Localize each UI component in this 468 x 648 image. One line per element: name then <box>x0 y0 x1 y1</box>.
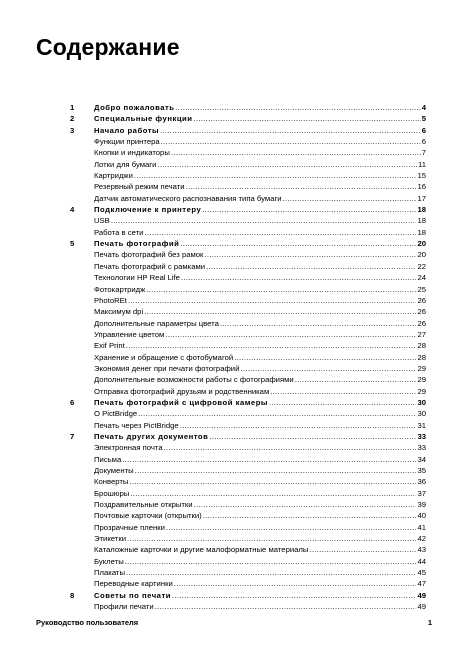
toc-page-number: 41 <box>417 522 426 532</box>
toc-entry-title: Брошюры <box>94 488 130 498</box>
dot-leader <box>135 465 417 476</box>
toc-entry-title: Конверты <box>94 477 129 487</box>
toc-page-number: 33 <box>417 431 426 441</box>
toc-entry-row[interactable] <box>70 454 426 465</box>
dot-leader <box>128 295 417 306</box>
dot-leader <box>127 533 416 544</box>
toc-entry-title: Максимум dpi <box>94 307 144 317</box>
toc-entry-title: Этикетки <box>94 534 126 544</box>
dot-leader <box>171 147 421 158</box>
toc-entry-title: Печать фотографий с цифровой камеры <box>94 397 268 407</box>
toc-entry-title: Специальные функции <box>94 114 193 124</box>
dot-leader <box>203 510 417 521</box>
toc-entry-row[interactable] <box>70 578 426 589</box>
toc-page-number: 15 <box>417 171 426 181</box>
toc-entry-title: Дополнительные возможности работы с фотографиями <box>94 375 294 385</box>
toc-entry-row[interactable] <box>70 408 426 419</box>
toc-page-number: 29 <box>417 363 426 373</box>
dot-leader <box>172 590 416 601</box>
toc-chapter-row[interactable] <box>70 397 426 408</box>
dot-leader <box>283 193 417 204</box>
toc-page-number: 25 <box>417 284 426 294</box>
toc-entry-title: Exif Print <box>94 341 125 351</box>
dot-leader <box>155 601 417 612</box>
toc-page-number: 24 <box>417 273 426 283</box>
toc-page-number: 16 <box>417 182 426 192</box>
toc-entry-title: Лотки для бумаги <box>94 159 157 169</box>
toc-entry-title: Технологии HP Real Life <box>94 273 180 283</box>
toc-page-number: 4 <box>421 103 426 112</box>
dot-leader <box>126 340 417 351</box>
toc-page-number: 11 <box>418 159 426 169</box>
dot-leader <box>134 170 417 181</box>
toc-chapter-row[interactable] <box>70 204 426 215</box>
dot-leader <box>130 488 416 499</box>
dot-leader <box>181 272 416 283</box>
toc-entry-row[interactable] <box>70 261 426 272</box>
toc-entry-title: Подключение к принтеру <box>94 205 202 215</box>
toc-entry-row[interactable] <box>70 420 426 431</box>
toc-entry-row[interactable] <box>70 147 426 158</box>
toc-entry-row[interactable] <box>70 340 426 351</box>
toc-page-number: 18 <box>417 205 426 215</box>
toc-entry-row[interactable] <box>70 215 426 226</box>
toc-entry-title: Фотокартридж <box>94 284 146 294</box>
dot-leader <box>206 261 416 272</box>
toc-chapter-row[interactable] <box>70 431 426 442</box>
dot-leader <box>157 159 417 170</box>
footer-page-number: 1 <box>427 618 432 627</box>
dot-leader <box>125 556 417 567</box>
toc-chapter-row[interactable] <box>70 590 426 601</box>
toc-page-number: 49 <box>417 590 426 600</box>
dot-leader <box>166 522 417 533</box>
toc-chapter-number: 7 <box>70 431 75 441</box>
toc-chapter-row[interactable] <box>70 238 426 249</box>
toc-page-number: 20 <box>417 250 426 260</box>
toc-entry-row[interactable] <box>70 442 426 453</box>
toc-entry-row[interactable] <box>70 476 426 487</box>
toc-entry-title: USB <box>94 216 110 226</box>
toc-page-number: 35 <box>417 466 426 475</box>
dot-leader <box>269 397 416 408</box>
toc-page-number: 36 <box>417 477 426 487</box>
toc-entry-title: Кнопки и индикаторы <box>94 148 170 158</box>
toc-entry-title: Экономия денег при печати фотографий <box>94 363 240 373</box>
toc-entry-row[interactable] <box>70 249 426 260</box>
toc-entry-title: Печать фотографий с рамками <box>94 261 206 271</box>
toc-entry-row[interactable] <box>70 181 426 192</box>
toc-page-number: 37 <box>417 488 426 498</box>
toc-chapter-row[interactable] <box>70 113 426 124</box>
toc-entry-row[interactable] <box>70 601 426 612</box>
toc-chapter-number: 2 <box>70 114 75 124</box>
toc-entry-row[interactable] <box>70 136 426 147</box>
toc-entry-row[interactable] <box>70 499 426 510</box>
toc-entry-title: Электронная почта <box>94 443 163 453</box>
toc-entry-row[interactable] <box>70 522 426 533</box>
toc-entry-title: Поздравительные открытки <box>94 500 193 510</box>
toc-page-number: 30 <box>417 397 426 407</box>
toc-chapter-number: 5 <box>70 239 75 249</box>
toc-page-number: 49 <box>417 602 426 612</box>
toc-entry-title: Функции принтера <box>94 137 160 147</box>
toc-page-number: 31 <box>417 420 426 430</box>
toc-entry-row[interactable] <box>70 329 426 340</box>
toc-entry-row[interactable] <box>70 306 426 317</box>
dot-leader <box>160 125 421 136</box>
toc-entry-row[interactable] <box>70 227 426 238</box>
toc-entry-row[interactable] <box>70 363 426 374</box>
toc-page-number: 26 <box>417 318 426 328</box>
toc-entry-row[interactable] <box>70 352 426 363</box>
toc-entry-title: Письма <box>94 454 122 464</box>
toc-page-number: 18 <box>417 227 426 237</box>
dot-leader <box>220 318 417 329</box>
page-footer <box>36 618 432 627</box>
toc-entry-title: Каталожные карточки и другие малоформатные материалы <box>94 545 309 555</box>
dot-leader <box>186 181 417 192</box>
toc-entry-row[interactable] <box>70 159 426 170</box>
toc-entry-row[interactable] <box>70 318 426 329</box>
toc-page-number: 26 <box>417 295 426 305</box>
dot-leader <box>122 454 416 465</box>
toc-entry-title: Картриджи <box>94 171 133 181</box>
dot-leader <box>174 578 417 589</box>
dot-leader <box>180 238 416 249</box>
toc-entry-title: Документы <box>94 466 134 475</box>
toc-page-number: 18 <box>417 216 426 226</box>
footer-document-name: Руководство пользователя <box>36 618 139 627</box>
toc-chapter-row[interactable] <box>70 102 426 113</box>
toc-page-number: 28 <box>417 341 426 351</box>
toc-entry-row[interactable] <box>70 272 426 283</box>
toc-page-number: 6 <box>421 125 426 135</box>
toc-entry-row[interactable] <box>70 295 426 306</box>
toc-page-number: 30 <box>417 409 426 419</box>
toc-entry-title: Хранение и обращение с фотобумагой <box>94 352 234 362</box>
dot-leader <box>180 420 417 431</box>
toc-page-number: 17 <box>417 193 426 203</box>
toc-entry-title: Плакаты <box>94 568 125 578</box>
toc-entry-title: Советы по печати <box>94 590 171 600</box>
dot-leader <box>295 374 417 385</box>
toc-chapter-number: 6 <box>70 397 75 407</box>
dot-leader <box>270 386 416 397</box>
toc-entry-row[interactable] <box>70 465 426 476</box>
toc-page-number: 27 <box>417 329 426 339</box>
toc-entry-title: Профили печати <box>94 602 154 612</box>
toc-entry-row[interactable] <box>70 510 426 521</box>
toc-entry-title: Почтовые карточки (открытки) <box>94 511 202 521</box>
dot-leader <box>240 363 416 374</box>
toc-page-number: 20 <box>417 239 426 249</box>
toc-entry-title: Начало работы <box>94 125 160 135</box>
toc-entry-title: О PictBridge <box>94 409 138 419</box>
dot-leader <box>194 113 421 124</box>
toc-entry-title: Добро пожаловать <box>94 103 175 112</box>
toc-entry-title: Работа в сети <box>94 227 144 237</box>
dot-leader <box>129 476 416 487</box>
toc-page-number: 47 <box>417 579 426 589</box>
dot-leader <box>164 442 417 453</box>
toc-chapter-number: 3 <box>70 125 75 135</box>
toc-entry-row[interactable] <box>70 544 426 555</box>
toc-entry-title: PhotoREt <box>94 295 127 305</box>
toc-entry-title: Отправка фотографий друзьям и родственникам <box>94 386 270 396</box>
toc-entry-title: Датчик автоматического распознавания типа бумаги <box>94 193 282 203</box>
toc-page-number: 29 <box>417 375 426 385</box>
toc-entry-title: Переводные картинки <box>94 579 173 589</box>
toc-entry-row[interactable] <box>70 533 426 544</box>
toc-page-number: 39 <box>417 500 426 510</box>
dot-leader <box>165 329 416 340</box>
toc-entry-title: Дополнительные параметры цвета <box>94 318 219 328</box>
toc-chapter-number: 1 <box>70 103 75 112</box>
dot-leader <box>209 431 416 442</box>
dot-leader <box>202 204 416 215</box>
toc-entry-title: Резервный режим печати <box>94 182 185 192</box>
toc-entry-title: Управление цветом <box>94 329 165 339</box>
dot-leader <box>111 215 417 226</box>
dot-leader <box>194 499 417 510</box>
dot-leader <box>161 136 421 147</box>
table-of-contents <box>70 102 426 612</box>
dot-leader <box>138 408 416 419</box>
dot-leader <box>204 249 416 260</box>
toc-page-number: 29 <box>417 386 426 396</box>
toc-page-number: 42 <box>417 534 426 544</box>
dot-leader <box>175 102 420 113</box>
dot-leader <box>146 284 416 295</box>
toc-entry-row[interactable] <box>70 386 426 397</box>
toc-chapter-number: 4 <box>70 205 75 215</box>
dot-leader <box>309 544 416 555</box>
toc-page-number: 5 <box>421 114 426 124</box>
toc-page-number: 22 <box>417 261 426 271</box>
toc-entry-title: Печать других документов <box>94 431 209 441</box>
toc-entry-row[interactable] <box>70 488 426 499</box>
toc-page-number: 6 <box>421 137 426 147</box>
toc-page-number: 7 <box>421 148 426 158</box>
toc-entry-title: Буклеты <box>94 556 124 566</box>
toc-page-number: 28 <box>417 352 426 362</box>
toc-chapter-number: 8 <box>70 590 75 600</box>
dot-leader <box>126 567 416 578</box>
toc-page-number: 26 <box>417 307 426 317</box>
toc-entry-title: Печать фотографий <box>94 239 180 249</box>
toc-entry-row[interactable] <box>70 170 426 181</box>
toc-entry-row[interactable] <box>70 284 426 295</box>
page-title: Содержание <box>36 34 180 60</box>
toc-chapter-row[interactable] <box>70 125 426 136</box>
toc-page-number: 33 <box>417 443 426 453</box>
toc-entry-title: Печать через PictBridge <box>94 420 179 430</box>
toc-entry-title: Прозрачные пленки <box>94 522 165 532</box>
toc-page-number: 40 <box>417 511 426 521</box>
toc-entry-title: Печать фотографий без рамок <box>94 250 204 260</box>
dot-leader <box>144 227 416 238</box>
toc-page-number: 44 <box>417 556 426 566</box>
toc-entry-row[interactable] <box>70 374 426 385</box>
toc-entry-row[interactable] <box>70 567 426 578</box>
toc-page-number: 43 <box>417 545 426 555</box>
toc-page-number: 45 <box>417 568 426 578</box>
dot-leader <box>234 352 416 363</box>
toc-entry-row[interactable] <box>70 193 426 204</box>
toc-entry-row[interactable] <box>70 556 426 567</box>
toc-page-number: 34 <box>417 454 426 464</box>
dot-leader <box>144 306 416 317</box>
